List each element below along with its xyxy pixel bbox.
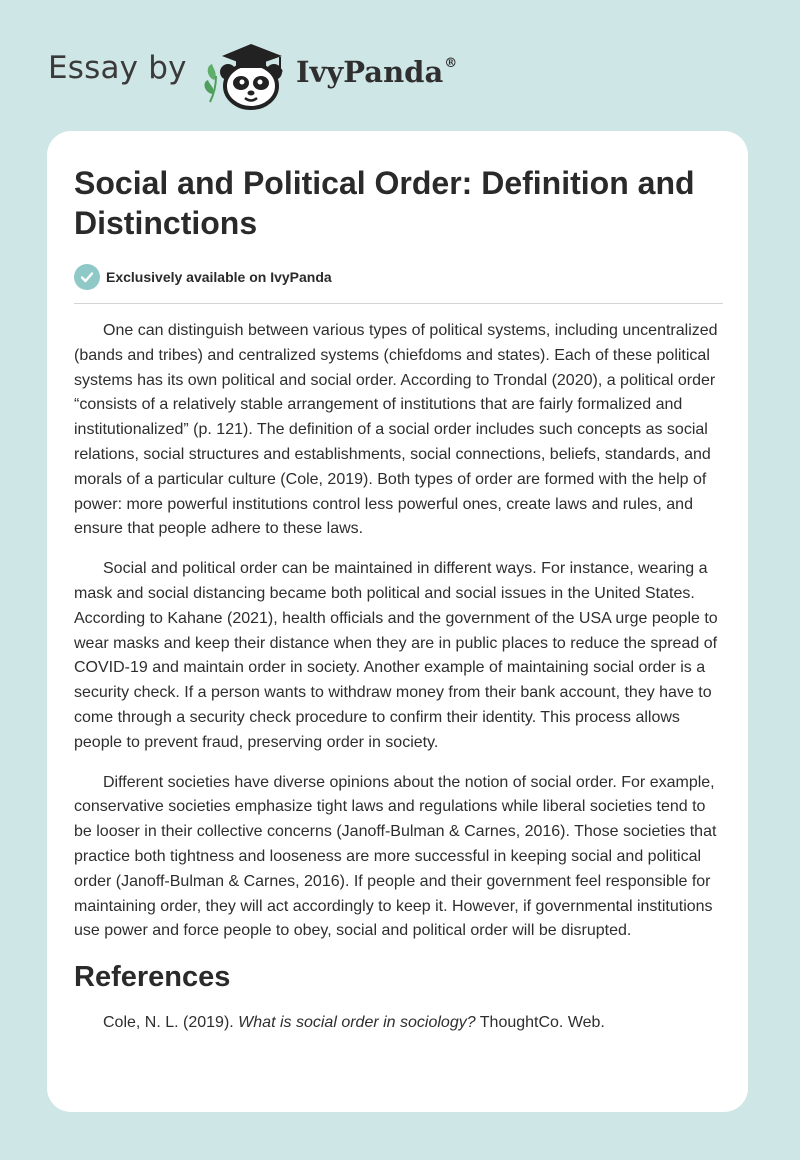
checkmark-icon	[74, 264, 100, 290]
references-heading: References	[74, 961, 231, 994]
brand-name	[296, 55, 457, 89]
essay-card	[47, 131, 748, 1112]
reference-source: ThoughtCo. Web.	[475, 1014, 605, 1032]
site-header	[0, 0, 800, 130]
page-title: Social and Political Order: Definition and Distinctions	[74, 165, 695, 241]
paragraph-3: Different societies have diverse opinions about the notion of social order. For example, conservative societies emphasize tight laws and regulations while liberal societies tend to be looser in their collective concerns (Janoff-Bulman & Carnes, 2016). Those societies that practice both tightness and looseness are more successful in keeping social and political order (Janoff-Bulman & Carnes, 2016). If people and their government feel responsible for maintaining order, they will act accordingly to keep it. However, if governmental institutions use power and force people to obey, social and political order will be disrupted.	[74, 773, 717, 940]
paragraph-2: Social and political order can be maintained in different ways. For instance, wearing a mask and social distancing became both political and social issues in the United States. According to Kahane (2021), health officials and the government of the USA urge people to wear masks and keep their distance when they are in public places to reduce the spread of COVID-19 and maintain order in society. Another example of maintaining social order is a security check. If a person wants to withdraw money from their bank account, they have to come through a security check procedure to confirm their identity. This process allows people to prevent fraud, preserving order in society.	[74, 560, 718, 751]
registered-mark: ®	[444, 56, 458, 72]
badge-label: Exclusively available on IvyPanda	[106, 269, 332, 285]
reference-title: What is social order in sociology?	[238, 1014, 476, 1032]
divider	[74, 303, 723, 304]
essay-body	[74, 319, 724, 1035]
paragraph-1: One can distinguish between various types of political systems, including uncentralized (bands and tribes) and centralized systems (chiefdoms and states). Each of these political systems has its own political and social order. According to Trondal (2020), a political order “consists of a relatively stable arrangement of institutions that are fairly formalized and institutionalized” (p. 121). The definition of a social order includes such concepts as social relations, social structures and establishments, social connections, beliefs, standards, and morals of a particular culture (Cole, 2019). Both types of order are formed with the help of power: more powerful institutions control less powerful ones, create laws and rules, and ensure that people adhere to these laws.	[74, 322, 718, 538]
brand-prefix: Essay by	[48, 50, 187, 86]
reference-authors: Cole, N. L. (2019).	[103, 1014, 239, 1032]
exclusive-badge	[74, 264, 332, 290]
ivypanda-logo-icon[interactable]	[200, 36, 292, 110]
brand-name-text: IvyPanda	[296, 55, 444, 89]
reference-item	[74, 1011, 724, 1035]
